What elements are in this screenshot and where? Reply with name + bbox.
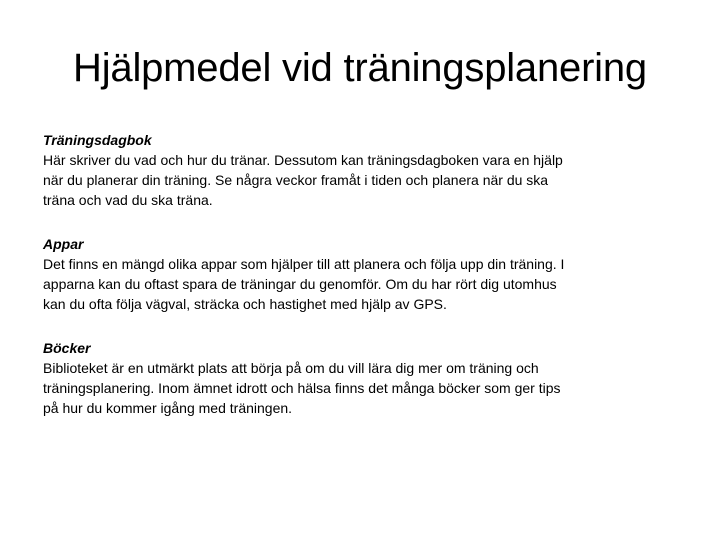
section-traningsdagbok: [43, 130, 683, 210]
section-line: kan du ofta följa vägval, sträcka och hastighet med hjälp av GPS.: [43, 296, 447, 312]
section-appar: [43, 234, 683, 314]
section-line: träna och vad du ska träna.: [43, 192, 213, 208]
section-bocker: [43, 338, 683, 418]
section-line: när du planerar din träning. Se några veckor framåt i tiden och planera när du ska: [43, 172, 549, 188]
slide-content: [43, 130, 683, 442]
section-body: [43, 358, 683, 418]
section-line: apparna kan du oftast spara de träningar du genomför. Om du har rört dig utomhus: [43, 276, 557, 292]
slide-title: Hjälpmedel vid träningsplanering: [73, 46, 647, 90]
section-heading: Träningsdagbok: [43, 132, 152, 148]
section-line: Det finns en mängd olika appar som hjälper till att planera och följa upp din träning. I: [43, 256, 565, 272]
section-line: på hur du kommer igång med träningen.: [43, 400, 293, 416]
section-line: träningsplanering. Inom ämnet idrott och hälsa finns det många böcker som ger tips: [43, 380, 561, 396]
section-body: [43, 254, 683, 314]
section-body: [43, 150, 683, 210]
section-line: Biblioteket är en utmärkt plats att börja på om du vill lära dig mer om träning och: [43, 360, 539, 376]
section-heading: Böcker: [43, 340, 91, 356]
section-heading: Appar: [43, 236, 84, 252]
section-line: Här skriver du vad och hur du tränar. Dessutom kan träningsdagboken vara en hjälp: [43, 152, 563, 168]
